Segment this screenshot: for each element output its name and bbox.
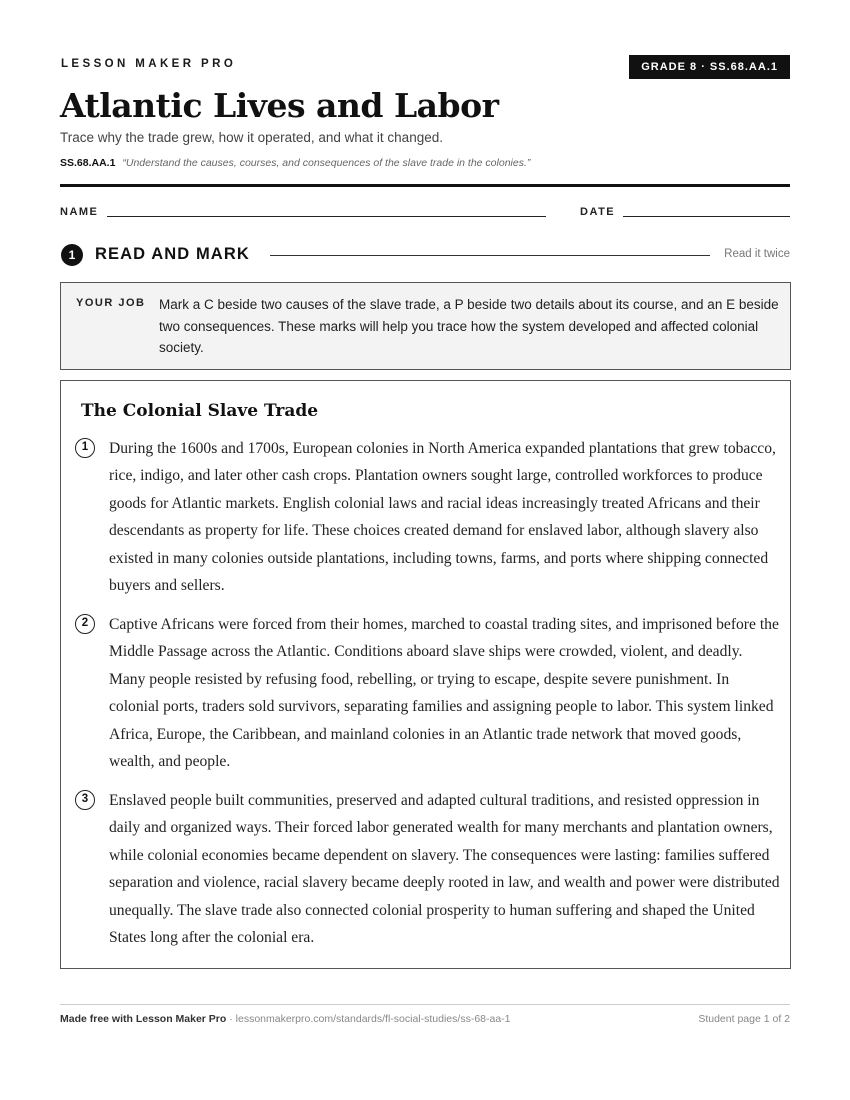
instructions-text: Mark a C beside two causes of the slave trade, a P beside two details about its course, and an E beside two consequences. These marks will help you trace how the system developed and affected colonial society.	[159, 297, 779, 355]
footer-credit	[60, 1013, 511, 1025]
passage-paragraph	[75, 435, 775, 600]
passage-title: The Colonial Slave Trade	[81, 401, 319, 421]
name-field[interactable]	[107, 216, 546, 217]
section-title: READ AND MARK	[95, 245, 250, 263]
grade-badge: GRADE 8 · SS.68.AA.1	[629, 55, 790, 79]
footer-page-number: Student page 1 of 2	[698, 1013, 790, 1025]
header-divider	[60, 184, 790, 187]
paragraph-number: 1	[75, 438, 95, 458]
section-number-badge: 1	[61, 244, 83, 266]
footer-made-with: Made free with Lesson Maker Pro	[60, 1013, 227, 1025]
passage-paragraph	[75, 611, 779, 776]
page-title: Atlantic Lives and Labor	[60, 86, 499, 125]
standard-line	[60, 157, 530, 169]
paragraph-text: Captive Africans were forced from their homes, marched to coastal trading sites, and imprisoned before the Middle Passage across the Atlantic. Conditions aboard slave ships were crowded, violent, and deadly. Many people resisted by refusing food, rebelling, or trying to escape, despite severe punishment. In colonial ports, traders sold survivors, separating families and assigning people to labor. This system linked Africa, Europe, the Caribbean, and mainland colonies in an Atlantic trade network that moved goods, wealth, and people.	[109, 616, 779, 771]
standard-quote: “Understand the causes, courses, and consequences of the slave trade in the colonies.”	[122, 157, 531, 169]
paragraph-number: 3	[75, 790, 95, 810]
reading-passage	[60, 380, 791, 969]
name-label: NAME	[60, 206, 99, 218]
paragraph-text: During the 1600s and 1700s, European colonies in North America expanded plantations that grew tobacco, rice, indigo, and later other cash crops. Plantation owners sought large, controlled workforces to produce goods for Atlantic markets. English colonial laws and racial ideas increasingly treated Africans and their descendants as property for life. These choices created demand for enslaved labor, although slavery also existed in many colonies outside plantations, including towns, farms, and ports where shipping connected buyers and sellers.	[109, 440, 776, 595]
page-subtitle: Trace why the trade grew, how it operated, and what it changed.	[60, 130, 443, 145]
passage-paragraph	[75, 787, 780, 952]
section-divider	[270, 255, 710, 256]
date-field[interactable]	[623, 216, 790, 217]
brand-name: LESSON MAKER PRO	[61, 58, 237, 70]
paragraph-number: 2	[75, 614, 95, 634]
paragraph-text: Enslaved people built communities, preserved and adapted cultural traditions, and resisted oppression in daily and organized ways. Their forced labor generated wealth for many merchants and plantation owners, while colonial economies became dependent on slavery. The consequences were lasting: families suffered separation and violence, racial slavery became deeply rooted in law, and wealth and power were distributed unequally. The slave trade also connected colonial prosperity to human suffering and shaped the United States long after the colonial era.	[109, 792, 780, 947]
section-hint: Read it twice	[724, 248, 790, 260]
instructions-box	[60, 282, 791, 370]
standard-code: SS.68.AA.1	[60, 157, 116, 169]
footer-divider	[60, 1004, 790, 1005]
instructions-label: YOUR JOB	[76, 297, 146, 309]
date-label: DATE	[580, 206, 616, 218]
footer-url[interactable]: · lessonmakerpro.com/standards/fl-social-studies/ss-68-aa-1	[226, 1013, 511, 1025]
